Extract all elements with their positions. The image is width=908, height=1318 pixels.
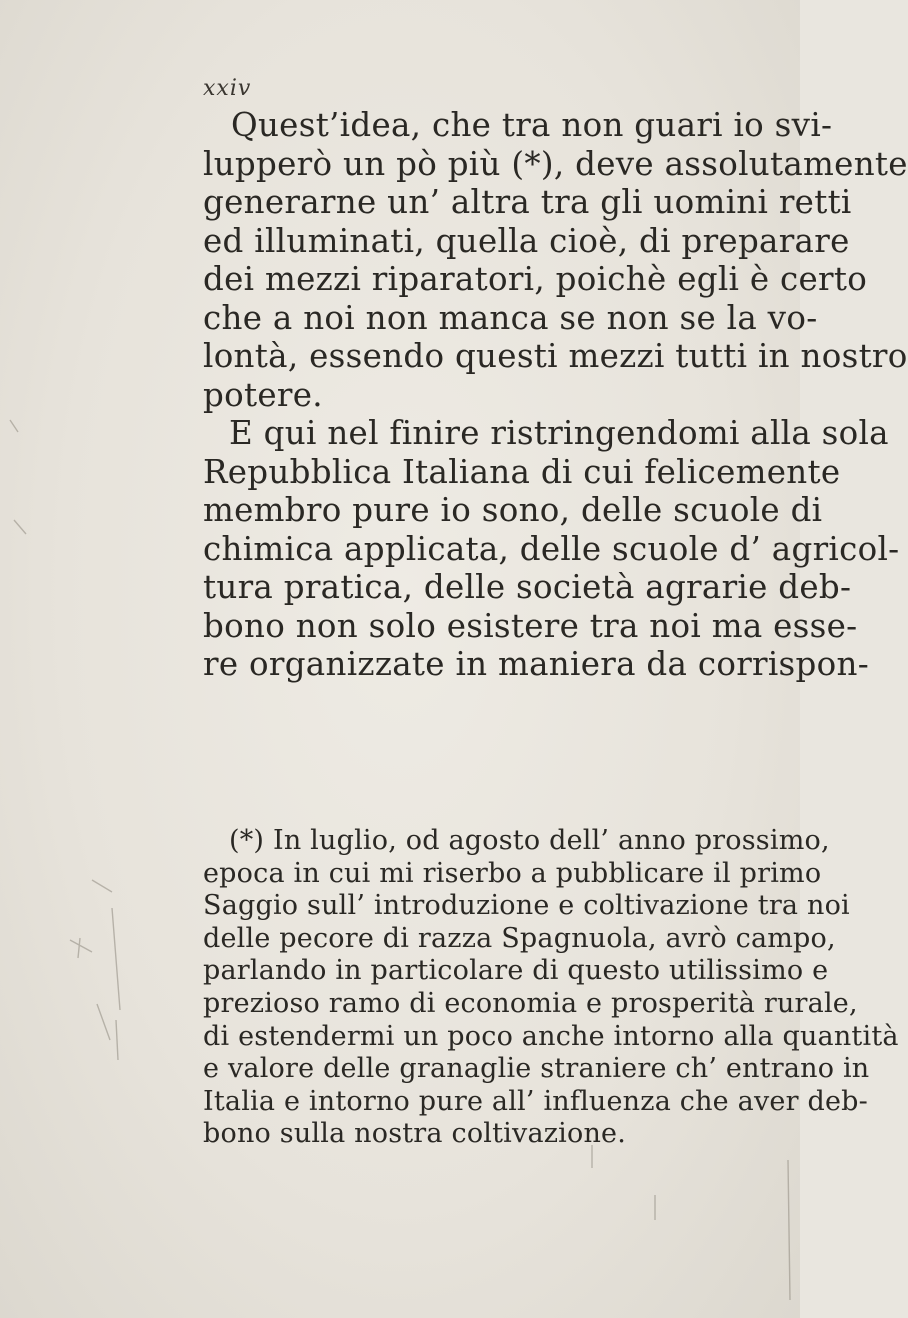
text-line: re organizzate in maniera da corrispon- <box>203 645 870 683</box>
margin-mark <box>97 1004 110 1040</box>
footnote-line: epoca in cui mi riserbo a pubblicare il primo <box>203 857 822 889</box>
margin-mark <box>10 420 18 432</box>
margin-mark <box>116 1020 118 1060</box>
footnote-line: delle pecore di razza Spagnuola, avrò campo, <box>203 922 836 954</box>
footnote-line: e valore delle granaglie straniere ch’ entrano in <box>203 1053 870 1085</box>
text-line: tura pratica, delle società agrarie deb- <box>203 568 852 606</box>
margin-mark <box>70 938 92 958</box>
footnote-line: (*) In luglio, od agosto dell’ anno prossimo, <box>229 825 830 856</box>
text-line: lontà, essendo questi mezzi tutti in nostro <box>203 337 908 375</box>
text-line: membro pure io sono, delle scuole di <box>203 491 823 529</box>
margin-mark <box>14 520 26 534</box>
footnote-line: prezioso ramo di economia e prosperità rurale, <box>203 987 858 1019</box>
text-line: generarne un’ altra tra gli uomini retti <box>203 183 852 221</box>
margin-mark <box>92 880 112 892</box>
footnote-line: di estendermi un poco anche intorno alla quantità <box>203 1020 899 1052</box>
text-line: E qui nel finire ristringendomi alla sola <box>229 414 889 452</box>
text-line: Quest’idea, che tra non guari io svi- <box>231 106 833 144</box>
footnote-line: parlando in particolare di questo utilissimo e <box>203 955 829 987</box>
footnote-line: bono sulla nostra coltivazione. <box>203 1118 627 1150</box>
footnote-line: Saggio sull’ introduzione e coltivazione tra noi <box>203 890 850 922</box>
margin-mark <box>112 908 120 1010</box>
text-line: ed illuminati, quella cioè, di preparare <box>203 221 850 260</box>
margin-mark <box>788 1160 790 1300</box>
footnote-line: Italia e intorno pure all’ influenza che aver deb- <box>203 1085 868 1117</box>
text-line: potere. <box>203 375 323 414</box>
text-line: chimica applicata, delle scuole d’ agricol- <box>203 529 900 568</box>
text-line: lupperò un pò più (*), deve assolutamente <box>203 144 908 183</box>
text-line: Repubblica Italiana di cui felicemente <box>203 452 841 491</box>
text-line: dei mezzi riparatori, poichè egli è certo <box>203 260 868 298</box>
text-line: bono non solo esistere tra noi ma esse- <box>203 606 858 645</box>
text-line: che a noi non manca se non se la vo- <box>203 298 818 337</box>
page-number: xxiv <box>203 76 252 101</box>
